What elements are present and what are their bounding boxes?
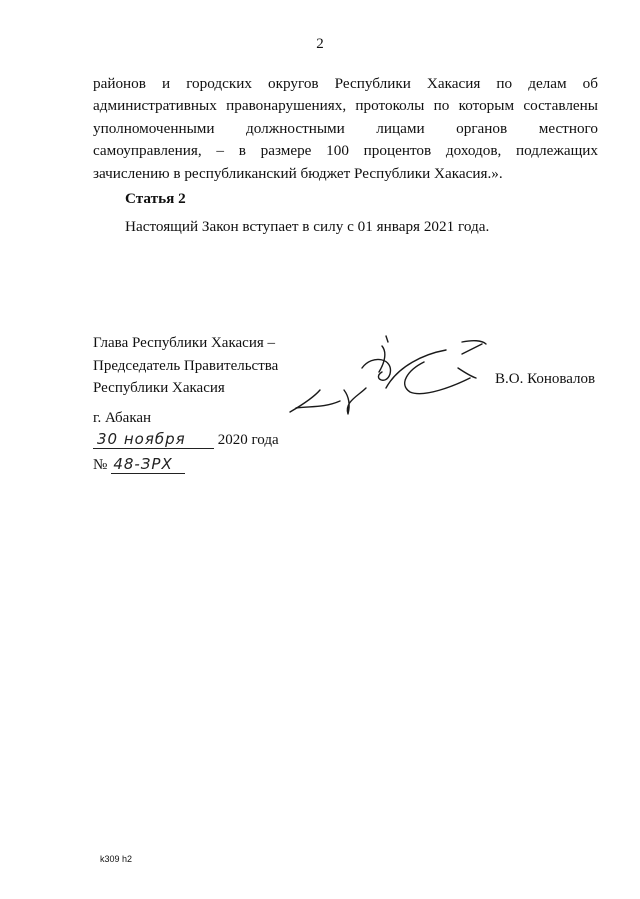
handwritten-number: 48-ЗРХ <box>111 455 185 474</box>
signatory-name: В.О. Коновалов <box>495 371 596 387</box>
date-year: 2020 года <box>217 432 279 448</box>
body-paragraph: районов и городских округов Республики Хакасия по делам об административных правонарушениях, протоколы по которым составлены уполномоченными должностными лицами органов местного самоуправления, – в размере 100 процентов доходов, подлежащих зачислению в республиканский бюджет Республики Хакасия.». <box>93 75 598 182</box>
handwritten-signature <box>286 332 491 440</box>
signing-date <box>93 430 279 449</box>
article-heading: Статья 2 <box>125 190 186 207</box>
page-number: 2 <box>316 36 324 52</box>
number-sign: № <box>93 457 108 473</box>
article-text: Настоящий Закон вступает в силу с 01 января 2021 года. <box>125 218 490 235</box>
footer-code: k309 h2 <box>100 854 133 864</box>
signatory-title-line: Глава Республики Хакасия – <box>93 335 276 351</box>
law-number <box>93 455 185 474</box>
signatory-title-line: Республики Хакасия <box>93 380 225 396</box>
handwritten-date: 30 ноября <box>93 430 214 449</box>
signatory-title <box>93 332 278 400</box>
signatory-title-line: Председатель Правительства <box>93 357 279 374</box>
signing-place: г. Абакан <box>93 410 152 426</box>
